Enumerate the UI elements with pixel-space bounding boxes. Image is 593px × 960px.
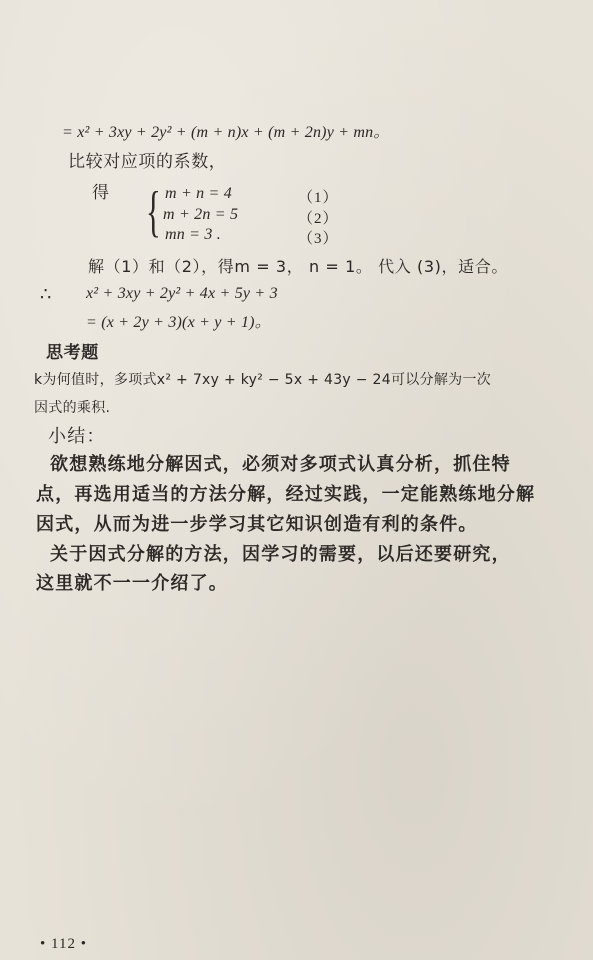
system-tag-1: （1） — [298, 190, 339, 206]
summary-paragraph-1-line-2: 点，再选用适当的方法分解，经过实践，一定能熟练地分解 — [36, 484, 536, 505]
system-equation-2: m + 2n = 5 — [163, 206, 239, 223]
summary-paragraph-1-line-1: 欲想熟练地分解因式，必须对多项式认真分析，抓住特 — [50, 454, 511, 475]
summary-paragraph-1-line-3: 因式，从而为进一步学习其它知识创造有利的条件。 — [36, 514, 478, 535]
system-tag-2: （2） — [298, 211, 339, 227]
system-equation-1: m + n = 4 — [165, 185, 232, 202]
system-tag-3: （3） — [298, 231, 339, 247]
system-brace: { — [146, 181, 161, 243]
summary-paragraph-2-line-2: 这里就不一一介绍了。 — [36, 573, 228, 594]
summary-paragraph-2-line-1: 关于因式分解的方法，因学习的需要，以后还要研究， — [50, 544, 511, 565]
result-line-1: x² + 3xy + 2y² + 4x + 5y + 3 — [86, 285, 278, 302]
expansion-line: = x² + 3xy + 2y² + (m + n)x + (m + 2n)y + mn。 — [62, 124, 390, 141]
summary-heading: 小结： — [48, 426, 106, 447]
page-number: • 112 • — [40, 936, 87, 952]
show-through-texture — [60, 610, 560, 910]
therefore-symbol: ∴ — [40, 284, 52, 305]
compare-coefficients-text: 比较对应项的系数， — [68, 152, 227, 172]
system-equation-3: mn = 3 . — [165, 226, 221, 243]
exercise-line-2: 因式的乘积. — [34, 400, 111, 416]
solution-line: 解（1）和（2），得m = 3， n = 1。 代入 (3)，适合。 — [88, 257, 508, 276]
de-label: 得 — [92, 183, 110, 203]
exercise-line-1: k为何值时，多项式x² + 7xy + ky² − 5x + 43y − 24可以分解为一次 — [34, 372, 492, 388]
result-line-2: = (x + 2y + 3)(x + y + 1)。 — [86, 314, 271, 331]
exercise-heading: 思考题 — [46, 343, 99, 363]
